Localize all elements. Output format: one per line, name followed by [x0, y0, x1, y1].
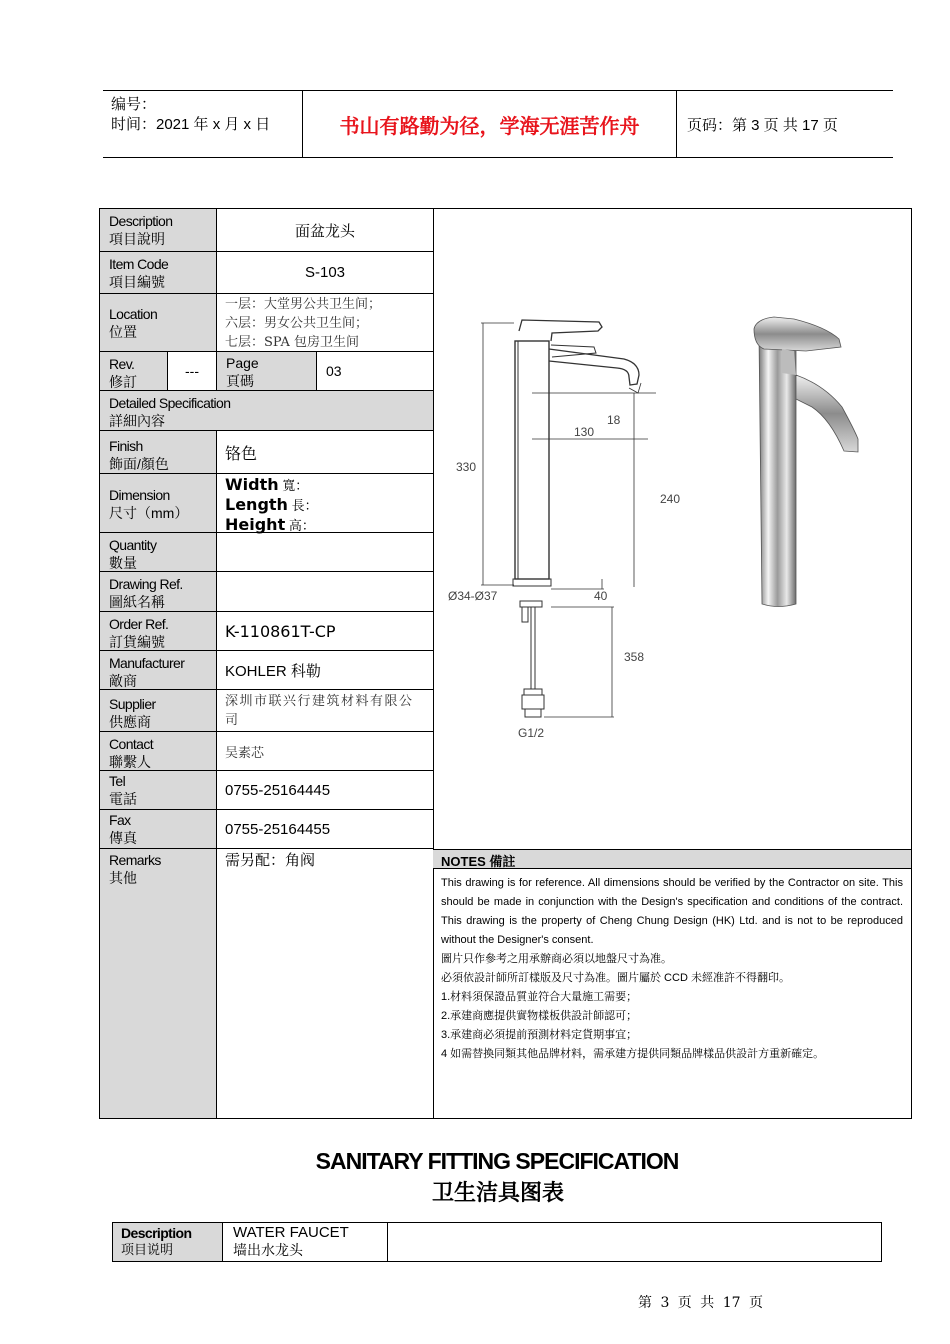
finish-value: 铬色 [225, 445, 258, 463]
row-finish: Finish 飾面/顏色 铬色 [100, 431, 433, 474]
dimension-value: Width 寬： Length 長： Height 高： [225, 475, 318, 534]
dim-diameter: Ø34-Ø37 [448, 589, 498, 603]
fax-value: 0755-25164455 [225, 820, 331, 838]
row-location: Location 位置 一层：大堂男公共卫生间； 六层：男女公共卫生间； 七层：SPA 包房卫生间 [100, 294, 433, 352]
page-header [103, 90, 893, 158]
page-value: 03 [326, 363, 342, 379]
quantity-value [217, 533, 433, 571]
item-code-value: S-103 [304, 264, 346, 281]
document-title-en: SANITARY FITTING SPECIFICATION [315, 1148, 679, 1174]
remarks-value: 需另配：角阀 [225, 852, 316, 869]
document-title-zh: 卫生洁具图表 [431, 1180, 564, 1205]
row-order-ref: Order Ref. 訂貨編號 K-110861T-CP [100, 612, 433, 651]
row-rev-page: Rev. 修訂 --- Page 頁碼 03 [100, 352, 433, 391]
dim-thread: G1/2 [518, 726, 545, 740]
dim-240: 240 [660, 492, 681, 506]
row-description: Description 項目說明 面盆龙头 [100, 209, 433, 252]
location-value: 一层：大堂男公共卫生间； 六层：男女公共卫生间； 七层：SPA 包房卫生间 [225, 297, 382, 350]
order-ref-value: K-110861T-CP [225, 621, 336, 641]
next-item-table: Description 项目说明 WATER FAUCET 墙出水龙头 [112, 1222, 882, 1262]
dim-358: 358 [624, 650, 645, 664]
header-time: 时间：2021 年 x 月 x 日 [111, 116, 271, 133]
rev-value: --- [168, 352, 217, 390]
row-drawing-ref: Drawing Ref. 圖紙名稱 [100, 572, 433, 612]
header-meta [103, 91, 303, 157]
row-item-code: Item Code 項目編號 S-103 [100, 252, 433, 294]
description-value: 面盆龙头 [294, 221, 355, 240]
dim-40: 40 [594, 589, 608, 603]
notes-heading: NOTES 備註 [433, 849, 911, 869]
notes-body: This drawing is for reference. All dimensions should be verified by the Contractor on site. This should be made in conjunction with the Design's specification and conditions of the contract. This drawing is the property of Cheng Chung Design (HK) Ltd. and is not to be reproduced without the Designer's consent. 圖片只作參考之用承辦商必須以地盤尺寸為准。 必須依設計師所訂樣版及尺寸為准。圖片屬於 CCD 未經准許不得翻印。 1.材料須保證品質並符合大量施工需要； 2.承建商應提供實物樣板供設計師認可； 3.承建商必須提前預測材料定貨期事宜； 4 如需替換同類其他品牌材料，需承建方提供同類品牌樣品供設計方重新確定。 [441, 877, 903, 1060]
row-quantity: Quantity 數量 [100, 533, 433, 572]
row-contact: Contact 聯繫人 吴素芯 [100, 732, 433, 771]
faucet-drawing [434, 289, 912, 749]
drawing-ref-value [217, 572, 433, 611]
dim-130: 130 [574, 425, 595, 439]
spec-table [99, 208, 912, 1119]
row-supplier: Supplier 供應商 深圳市联兴行建筑材料有限公司 [100, 690, 433, 732]
row-detailed: Detailed Specification 詳細內容 [100, 391, 433, 431]
row-tel: Tel 電話 0755-25164445 [100, 771, 433, 810]
dim-330: 330 [456, 460, 477, 474]
contact-value: 吴素芯 [225, 745, 265, 761]
row-fax: Fax 傳真 0755-25164455 [100, 810, 433, 849]
header-page: 页码：第 3 页 共 17 页 [687, 116, 838, 134]
row-manufacturer: Manufacturer 敵商 KOHLER 科勒 [100, 651, 433, 690]
faucet-photo [754, 317, 858, 607]
page-footer: 第 3 页 共 17 页 [638, 1295, 763, 1311]
row-dimension: Dimension 尺寸（mm） Width 寬： Length 長： Height 高： [100, 474, 433, 533]
next-item-value: WATER FAUCET 墙出水龙头 [223, 1223, 388, 1261]
row-remarks: Remarks 其他 需另配：角阀 [100, 849, 433, 1118]
header-motto: 书山有路勤为径，学海无涯苦作舟 [303, 91, 677, 157]
manufacturer-value: KOHLER 科勒 [225, 662, 321, 680]
dim-18: 18 [607, 413, 621, 427]
supplier-value: 深圳市联兴行建筑材料有限公司 [225, 693, 414, 728]
tel-value: 0755-25164445 [225, 781, 331, 799]
header-number: 编号： [111, 96, 157, 113]
